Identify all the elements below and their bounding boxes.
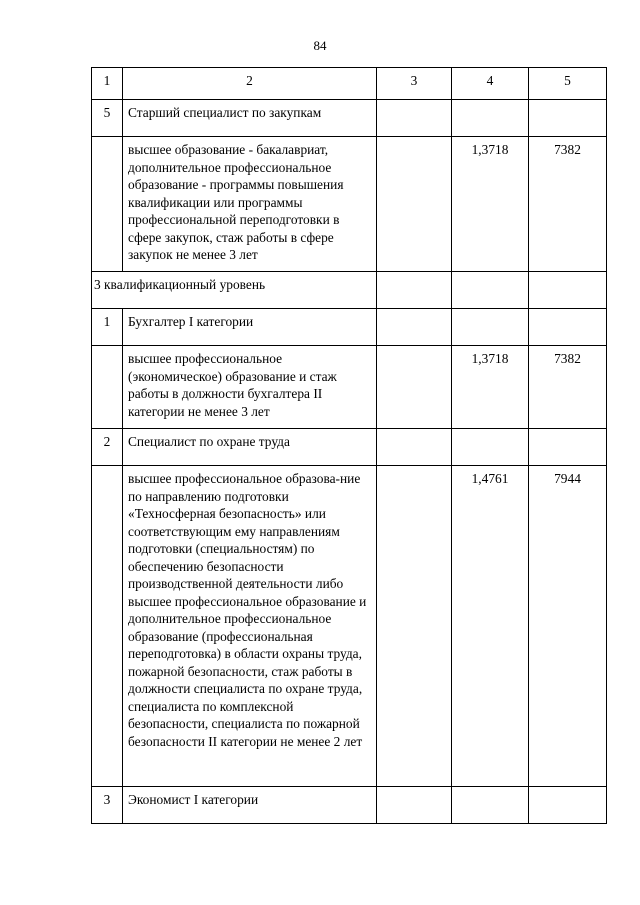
empty-cell	[377, 346, 452, 429]
row-number: 1	[92, 309, 123, 346]
empty-cell	[377, 272, 452, 309]
header-cell-4: 4	[452, 68, 529, 100]
coefficient-value: 1,3718	[452, 137, 529, 272]
table-row	[92, 100, 607, 137]
qualification-level: 3 квалификационный уровень	[92, 272, 377, 309]
table-row	[92, 137, 607, 272]
table-row	[92, 309, 607, 346]
empty-cell	[92, 346, 123, 429]
empty-cell	[377, 787, 452, 824]
empty-cell	[377, 429, 452, 466]
row-number: 5	[92, 100, 123, 137]
table-row	[92, 272, 607, 309]
requirements-text: высшее образование - бакалавриат, дополнительное профессиональное образование - программы повышения квалификации или программы профессиональной переподготовки в сфере закупок, стаж работы в сфере закупок не менее 3 лет	[123, 137, 377, 272]
table-row	[92, 346, 607, 429]
salary-value: 7382	[529, 137, 607, 272]
empty-cell	[529, 100, 607, 137]
empty-cell	[452, 272, 529, 309]
salary-value: 7944	[529, 466, 607, 787]
row-number: 2	[92, 429, 123, 466]
position-title: Бухгалтер I категории	[123, 309, 377, 346]
empty-cell	[377, 137, 452, 272]
empty-cell	[452, 429, 529, 466]
requirements-text: высшее профессиональное образова-ние по направлению подготовки «Техносферная безопасность» или соответствующим ему направлениям подготовки (специальностям) по обеспечению безопасности производственной деятельности либо высшее профессиональное образование и дополнительное профессиональное образование (профессиональная переподготовка) в области охраны труда, пожарной безопасности, стаж работы в должности специалиста по охране труда, специалиста по комплексной безопасности, специалиста по пожарной безопасности II категории не менее 2 лет	[123, 466, 377, 787]
empty-cell	[529, 309, 607, 346]
empty-cell	[92, 137, 123, 272]
empty-cell	[529, 429, 607, 466]
salary-value: 7382	[529, 346, 607, 429]
empty-cell	[377, 100, 452, 137]
header-cell-1: 1	[92, 68, 123, 100]
empty-cell	[377, 466, 452, 787]
empty-cell	[529, 787, 607, 824]
table-row	[92, 429, 607, 466]
empty-cell	[452, 309, 529, 346]
position-title: Специалист по охране труда	[123, 429, 377, 466]
page-number: 84	[313, 38, 327, 53]
table-row	[92, 787, 607, 824]
empty-cell	[377, 309, 452, 346]
coefficient-value: 1,4761	[452, 466, 529, 787]
row-number: 3	[92, 787, 123, 824]
qualification-table	[91, 67, 607, 824]
header-cell-3: 3	[377, 68, 452, 100]
header-cell-5: 5	[529, 68, 607, 100]
empty-cell	[92, 466, 123, 787]
table-row	[92, 466, 607, 787]
position-title: Старший специалист по закупкам	[123, 100, 377, 137]
coefficient-value: 1,3718	[452, 346, 529, 429]
table-header-row	[92, 68, 607, 100]
empty-cell	[529, 272, 607, 309]
position-title: Экономист I категории	[123, 787, 377, 824]
requirements-text: высшее профессиональное (экономическое) образование и стаж работы в должности бухгалтера II категории не менее 3 лет	[123, 346, 377, 429]
header-cell-2: 2	[123, 68, 377, 100]
empty-cell	[452, 787, 529, 824]
empty-cell	[452, 100, 529, 137]
